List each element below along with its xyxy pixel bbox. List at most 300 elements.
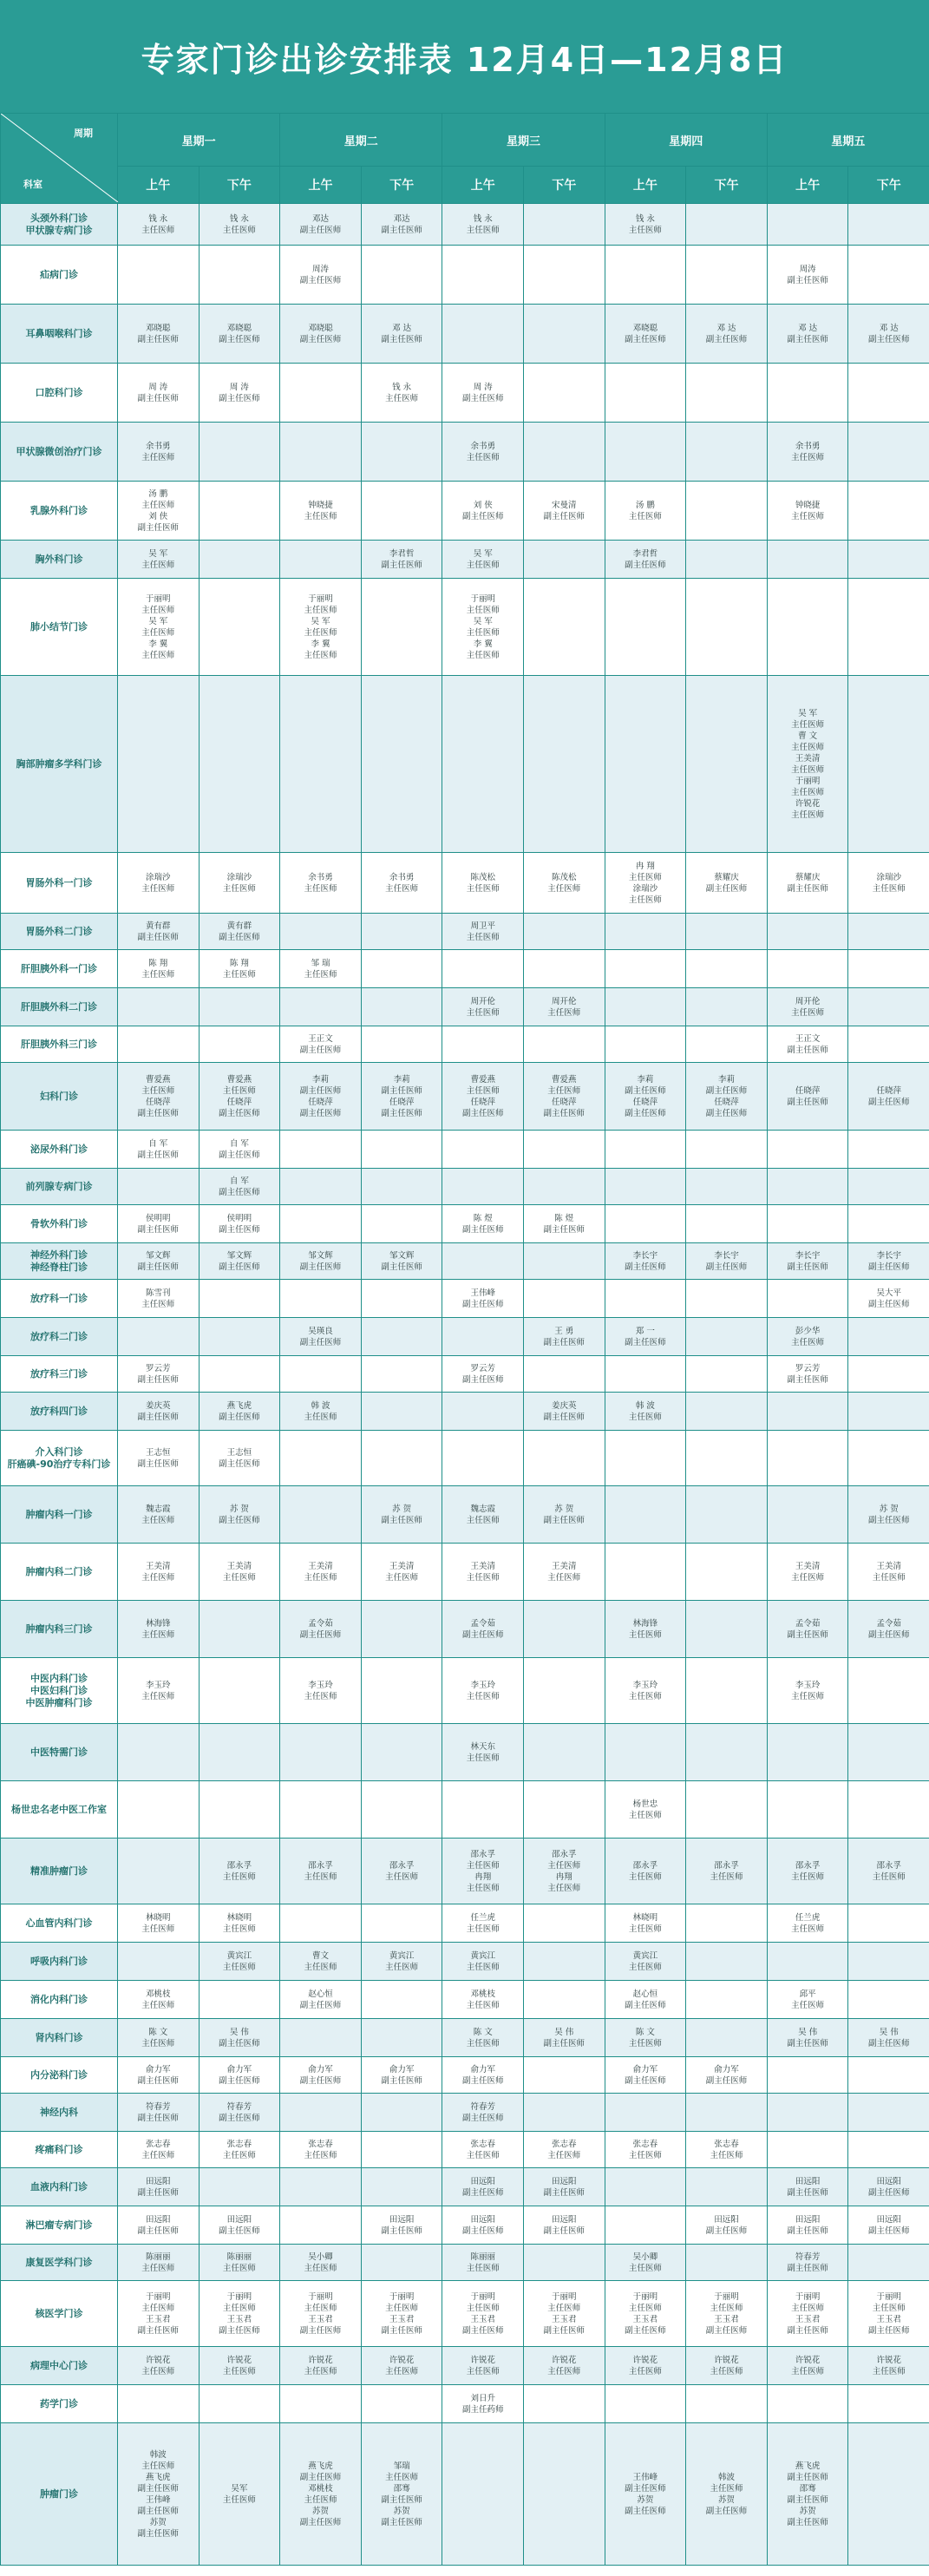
table-row [1, 2245, 929, 2281]
schedule-cell [605, 950, 686, 988]
schedule-cell: 吴 军 主任医师 [442, 541, 524, 579]
schedule-cell: 罗云芳 副主任医师 [118, 1356, 200, 1393]
schedule-cell [848, 950, 929, 988]
schedule-cell: 张志春 主任医师 [280, 2132, 362, 2168]
schedule-cell: 罗云芳 副主任医师 [767, 1356, 848, 1393]
schedule-cell: 王志恒 副主任医师 [199, 1431, 280, 1486]
schedule-cell: 冉 翔 主任医师 涂瑞沙 主任医师 [605, 853, 686, 914]
table-row [1, 853, 929, 914]
schedule-cell: 钱 永 主任医师 [118, 204, 200, 246]
schedule-cell [524, 1431, 605, 1486]
schedule-cell [524, 1658, 605, 1724]
schedule-cell: 张志春 主任医师 [118, 2132, 200, 2168]
schedule-cell: 田远阳 副主任医师 [361, 2206, 442, 2245]
am-header: 上午 [767, 167, 848, 204]
table-row [1, 988, 929, 1026]
schedule-cell [767, 579, 848, 676]
schedule-cell [361, 676, 442, 853]
schedule-cell: 田远阳 副主任医师 [848, 2168, 929, 2206]
table-row [1, 1431, 929, 1486]
schedule-cell [686, 541, 768, 579]
table-row [1, 1781, 929, 1839]
schedule-cell: 余书勇 主任医师 [118, 423, 200, 482]
schedule-cell [280, 2019, 362, 2057]
schedule-cell: 涂瑞沙 主任医师 [199, 853, 280, 914]
schedule-cell [767, 1280, 848, 1318]
schedule-cell [848, 1431, 929, 1486]
schedule-cell [686, 2245, 768, 2281]
schedule-cell: 陈 文 主任医师 [118, 2019, 200, 2057]
schedule-cell: 陈茂松 主任医师 [442, 853, 524, 914]
schedule-cell [605, 1169, 686, 1205]
schedule-cell: 符春芳 副主任医师 [442, 2094, 524, 2132]
schedule-cell: 邓晓聪 副主任医师 [118, 305, 200, 364]
schedule-cell [361, 246, 442, 305]
schedule-cell: 许锐花 主任医师 [848, 2347, 929, 2385]
schedule-cell [199, 988, 280, 1026]
schedule-cell [848, 364, 929, 423]
schedule-cell: 邓晓聪 副主任医师 [280, 305, 362, 364]
department-name: 疼痛科门诊 [1, 2132, 118, 2168]
department-name: 消化内科门诊 [1, 1981, 118, 2019]
table-row [1, 1205, 929, 1243]
table-row [1, 1318, 929, 1356]
schedule-cell: 曹文 主任医师 [280, 1943, 362, 1981]
schedule-cell [605, 2385, 686, 2423]
schedule-cell: 韩 波 主任医师 [280, 1393, 362, 1431]
schedule-cell [848, 1781, 929, 1839]
schedule-cell [524, 2245, 605, 2281]
schedule-cell [524, 579, 605, 676]
schedule-cell: 邵永孚 主任医师 [767, 1839, 848, 1904]
table-row [1, 305, 929, 364]
schedule-cell: 涂瑞沙 主任医师 [848, 853, 929, 914]
department-name: 肿瘤门诊 [1, 2423, 118, 2566]
schedule-cell: 田远阳 副主任医师 [686, 2206, 768, 2245]
schedule-cell [686, 2094, 768, 2132]
schedule-cell [361, 482, 442, 541]
schedule-cell [686, 1280, 768, 1318]
schedule-cell: 李长宇 副主任医师 [686, 1243, 768, 1280]
schedule-cell [199, 2168, 280, 2206]
schedule-cell [280, 364, 362, 423]
am-header: 上午 [280, 167, 362, 204]
schedule-cell [442, 305, 524, 364]
schedule-cell: 邓达 副主任医师 [280, 204, 362, 246]
schedule-cell [361, 2019, 442, 2057]
schedule-cell [442, 1431, 524, 1486]
schedule-cell: 田远阳 副主任医师 [767, 2168, 848, 2206]
schedule-cell: 周 涛 副主任医师 [442, 364, 524, 423]
schedule-cell [361, 2132, 442, 2168]
schedule-cell [767, 204, 848, 246]
schedule-cell [442, 950, 524, 988]
day-header: 星期五 [767, 114, 929, 167]
corner-dept-label: 科室 [23, 179, 43, 190]
schedule-cell: 黄有群 副主任医师 [199, 914, 280, 950]
schedule-cell [118, 1724, 200, 1781]
schedule-cell: 王伟峰 副主任医师 苏贺 副主任医师 [605, 2423, 686, 2566]
department-name: 肿瘤内科二门诊 [1, 1544, 118, 1601]
schedule-cell: 李玉玲 主任医师 [605, 1658, 686, 1724]
schedule-cell: 邓 达 副主任医师 [848, 305, 929, 364]
schedule-cell: 林海锋 主任医师 [118, 1601, 200, 1658]
schedule-cell: 许锐花 主任医师 [280, 2347, 362, 2385]
schedule-cell [280, 423, 362, 482]
schedule-cell: 王志恒 副主任医师 [118, 1431, 200, 1486]
schedule-cell [767, 1131, 848, 1169]
schedule-cell [767, 1943, 848, 1981]
schedule-cell [442, 1243, 524, 1280]
schedule-cell [524, 2423, 605, 2566]
schedule-cell: 李莉 副主任医师 任晓萍 副主任医师 [605, 1063, 686, 1131]
schedule-cell: 王美清 主任医师 [442, 1544, 524, 1601]
schedule-cell [686, 482, 768, 541]
schedule-cell [524, 204, 605, 246]
schedule-cell [605, 2094, 686, 2132]
schedule-cell [524, 246, 605, 305]
schedule-cell [848, 1943, 929, 1981]
schedule-cell: 苏 贺 副主任医师 [848, 1486, 929, 1544]
schedule-cell: 任晓萍 副主任医师 [848, 1063, 929, 1131]
schedule-cell: 韩 波 主任医师 [605, 1393, 686, 1431]
table-row [1, 1356, 929, 1393]
schedule-cell: 汤 鹏 主任医师 [605, 482, 686, 541]
schedule-cell: 陈 翔 主任医师 [199, 950, 280, 988]
table-row [1, 1601, 929, 1658]
schedule-cell [686, 914, 768, 950]
schedule-cell: 钱 永 主任医师 [442, 204, 524, 246]
table-row [1, 2019, 929, 2057]
schedule-cell [361, 1781, 442, 1839]
schedule-cell [361, 1205, 442, 1243]
schedule-cell [848, 1169, 929, 1205]
schedule-cell: 赵心恒 副主任医师 [605, 1981, 686, 2019]
schedule-cell: 余书勇 主任医师 [280, 853, 362, 914]
schedule-cell [686, 579, 768, 676]
schedule-cell: 罗云芳 副主任医师 [442, 1356, 524, 1393]
schedule-cell: 涂瑞沙 主任医师 [118, 853, 200, 914]
department-name: 口腔科门诊 [1, 364, 118, 423]
day-header: 星期一 [118, 114, 280, 167]
schedule-cell: 周涛 副主任医师 [280, 246, 362, 305]
schedule-cell [848, 676, 929, 853]
schedule-cell: 于丽明 主任医师 王玉君 副主任医师 [280, 2281, 362, 2347]
department-name: 前列腺专病门诊 [1, 1169, 118, 1205]
schedule-cell [442, 246, 524, 305]
schedule-cell: 王美清 主任医师 [848, 1544, 929, 1601]
schedule-cell [199, 1356, 280, 1393]
schedule-cell: 王正文 副主任医师 [767, 1026, 848, 1063]
table-row [1, 1544, 929, 1601]
schedule-cell [280, 1131, 362, 1169]
schedule-cell: 曹爱燕 主任医师 任晓萍 副主任医师 [524, 1063, 605, 1131]
schedule-cell [361, 579, 442, 676]
department-name: 淋巴瘤专病门诊 [1, 2206, 118, 2245]
table-row [1, 579, 929, 676]
schedule-cell [605, 1486, 686, 1544]
schedule-cell [686, 1724, 768, 1781]
schedule-cell: 王正文 副主任医师 [280, 1026, 362, 1063]
schedule-cell [361, 1431, 442, 1486]
schedule-cell [361, 1131, 442, 1169]
schedule-cell [199, 1724, 280, 1781]
schedule-cell [605, 988, 686, 1026]
schedule-cell: 李莉 副主任医师 任晓萍 副主任医师 [686, 1063, 768, 1131]
schedule-cell [686, 1943, 768, 1981]
schedule-cell [686, 950, 768, 988]
schedule-cell [280, 2094, 362, 2132]
table-row [1, 423, 929, 482]
schedule-cell [767, 914, 848, 950]
schedule-cell: 黄宾江 主任医师 [199, 1943, 280, 1981]
schedule-cell: 李玉玲 主任医师 [442, 1658, 524, 1724]
schedule-cell [524, 1280, 605, 1318]
schedule-cell [361, 1280, 442, 1318]
schedule-cell [605, 676, 686, 853]
schedule-cell [199, 1026, 280, 1063]
department-name: 肺小结节门诊 [1, 579, 118, 676]
schedule-cell: 周涛 副主任医师 [767, 246, 848, 305]
schedule-cell [686, 204, 768, 246]
schedule-cell [686, 1393, 768, 1431]
schedule-cell [361, 1393, 442, 1431]
schedule-cell: 任兰虎 主任医师 [442, 1904, 524, 1943]
department-name: 中医特需门诊 [1, 1724, 118, 1781]
schedule-cell: 于丽明 主任医师 王玉君 副主任医师 [442, 2281, 524, 2347]
schedule-cell: 邵永孚 主任医师 冉翔 主任医师 [442, 1839, 524, 1904]
schedule-cell [524, 1981, 605, 2019]
schedule-cell [524, 1243, 605, 1280]
schedule-cell [280, 2168, 362, 2206]
schedule-cell [118, 1026, 200, 1063]
diagonal-line [1, 114, 118, 202]
table-row [1, 2281, 929, 2347]
schedule-cell: 邱平 主任医师 [767, 1981, 848, 2019]
schedule-cell [605, 1724, 686, 1781]
schedule-cell [686, 1169, 768, 1205]
day-header: 星期三 [442, 114, 605, 167]
schedule-cell [605, 1026, 686, 1063]
schedule-cell: 于丽明 主任医师 吴 军 主任医师 李 翼 主任医师 [280, 579, 362, 676]
pm-header: 下午 [199, 167, 280, 204]
schedule-cell [605, 1280, 686, 1318]
table-row [1, 2347, 929, 2385]
table-row [1, 1026, 929, 1063]
department-name: 内分泌科门诊 [1, 2057, 118, 2094]
schedule-cell: 邵永孚 主任医师 [605, 1839, 686, 1904]
schedule-cell: 吴军 主任医师 [199, 2423, 280, 2566]
schedule-cell [848, 1318, 929, 1356]
schedule-cell: 许锐花 主任医师 [605, 2347, 686, 2385]
schedule-cell: 于丽明 主任医师 王玉君 副主任医师 [524, 2281, 605, 2347]
department-name: 肝胆胰外科一门诊 [1, 950, 118, 988]
schedule-cell [767, 1781, 848, 1839]
schedule-cell: 黄有群 副主任医师 [118, 914, 200, 950]
am-header: 上午 [442, 167, 524, 204]
schedule-cell [199, 1601, 280, 1658]
schedule-cell: 于丽明 主任医师 王玉君 副主任医师 [361, 2281, 442, 2347]
schedule-cell [361, 423, 442, 482]
schedule-cell: 王美清 主任医师 [280, 1544, 362, 1601]
schedule-cell [280, 676, 362, 853]
schedule-body [1, 204, 929, 2566]
schedule-cell [524, 1943, 605, 1981]
schedule-cell: 钱 永 主任医师 [605, 204, 686, 246]
table-row [1, 1658, 929, 1724]
schedule-cell [524, 541, 605, 579]
table-row [1, 2132, 929, 2168]
schedule-cell: 田远阳 副主任医师 [524, 2168, 605, 2206]
schedule-cell: 吴 军 主任医师 曹 文 主任医师 王美清 主任医师 于丽明 主任医师 许锐花 主任医师 [767, 676, 848, 853]
schedule-cell [280, 988, 362, 1026]
schedule-cell: 邹文辉 副主任医师 [199, 1243, 280, 1280]
schedule-cell [848, 1658, 929, 1724]
schedule-cell: 吴 伟 副主任医师 [524, 2019, 605, 2057]
schedule-cell: 钱 永 主任医师 [199, 204, 280, 246]
schedule-cell [280, 1431, 362, 1486]
schedule-cell [199, 1658, 280, 1724]
schedule-cell: 汤 鹏 主任医师 刘 侠 副主任医师 [118, 482, 200, 541]
department-name: 胸外科门诊 [1, 541, 118, 579]
schedule-cell [524, 1026, 605, 1063]
schedule-cell: 李长宇 副主任医师 [605, 1243, 686, 1280]
schedule-cell [199, 246, 280, 305]
schedule-cell [199, 1280, 280, 1318]
schedule-cell [848, 2385, 929, 2423]
table-row [1, 364, 929, 423]
schedule-cell: 林海锋 主任医师 [605, 1601, 686, 1658]
schedule-cell [524, 423, 605, 482]
schedule-cell [361, 914, 442, 950]
schedule-cell: 余书勇 主任医师 [361, 853, 442, 914]
schedule-cell: 邓 达 副主任医师 [767, 305, 848, 364]
schedule-cell [280, 1486, 362, 1544]
schedule-cell [686, 1205, 768, 1243]
schedule-cell: 李莉 副主任医师 任晓萍 副主任医师 [280, 1063, 362, 1131]
schedule-cell: 周 涛 副主任医师 [199, 364, 280, 423]
schedule-cell [361, 1318, 442, 1356]
schedule-cell [118, 1781, 200, 1839]
schedule-cell [118, 2385, 200, 2423]
department-name: 肿瘤内科一门诊 [1, 1486, 118, 1544]
schedule-cell [442, 2423, 524, 2566]
department-name: 呼吸内科门诊 [1, 1943, 118, 1981]
schedule-cell [605, 423, 686, 482]
corner-period-label: 周期 [74, 128, 93, 139]
schedule-cell: 魏志霞 主任医师 [442, 1486, 524, 1544]
schedule-cell [686, 676, 768, 853]
schedule-cell [686, 1904, 768, 1943]
schedule-cell: 邵永孚 主任医师 [280, 1839, 362, 1904]
schedule-cell: 刘 侠 副主任医师 [442, 482, 524, 541]
schedule-cell: 燕飞虎 副主任医师 邵骞 副主任医师 苏贺 副主任医师 [767, 2423, 848, 2566]
schedule-cell [848, 914, 929, 950]
schedule-cell: 符春芳 副主任医师 [199, 2094, 280, 2132]
schedule-table [0, 113, 929, 2566]
schedule-cell [767, 1169, 848, 1205]
schedule-cell [686, 246, 768, 305]
schedule-cell: 任兰虎 主任医师 [767, 1904, 848, 1943]
schedule-cell [361, 950, 442, 988]
schedule-cell: 林天东 主任医师 [442, 1724, 524, 1781]
schedule-cell: 陈丽丽 主任医师 [442, 2245, 524, 2281]
schedule-cell [524, 2385, 605, 2423]
schedule-cell [118, 1943, 200, 1981]
schedule-cell [767, 1205, 848, 1243]
table-row [1, 950, 929, 988]
schedule-cell [605, 364, 686, 423]
schedule-cell: 郑 一 副主任医师 [605, 1318, 686, 1356]
schedule-cell [767, 950, 848, 988]
schedule-cell [848, 2132, 929, 2168]
schedule-cell: 于丽明 主任医师 吴 军 主任医师 李 翼 主任医师 [118, 579, 200, 676]
schedule-cell: 张志春 主任医师 [605, 2132, 686, 2168]
schedule-cell [118, 1318, 200, 1356]
schedule-cell [686, 1131, 768, 1169]
table-row [1, 204, 929, 246]
day-header: 星期四 [605, 114, 767, 167]
schedule-cell [767, 2057, 848, 2094]
table-row [1, 1981, 929, 2019]
schedule-cell [848, 2094, 929, 2132]
schedule-cell: 张志春 主任医师 [686, 2132, 768, 2168]
schedule-cell: 吴 军 主任医师 [118, 541, 200, 579]
schedule-cell: 李君哲 副主任医师 [605, 541, 686, 579]
schedule-cell: 邵永孚 主任医师 [848, 1839, 929, 1904]
schedule-cell: 俞力军 副主任医师 [361, 2057, 442, 2094]
schedule-cell [848, 2245, 929, 2281]
schedule-cell [118, 988, 200, 1026]
schedule-cell: 钱 永 主任医师 [361, 364, 442, 423]
schedule-cell: 邓 达 副主任医师 [686, 305, 768, 364]
pm-header: 下午 [361, 167, 442, 204]
department-name: 介入科门诊 肝癌碘-90治疗专科门诊 [1, 1431, 118, 1486]
department-name: 耳鼻咽喉科门诊 [1, 305, 118, 364]
schedule-cell: 张志春 主任医师 [199, 2132, 280, 2168]
schedule-cell [442, 1169, 524, 1205]
schedule-cell [199, 1781, 280, 1839]
table-row [1, 1904, 929, 1943]
table-row [1, 2423, 929, 2566]
schedule-cell [686, 2168, 768, 2206]
schedule-cell: 于丽明 主任医师 王玉君 副主任医师 [199, 2281, 280, 2347]
table-row [1, 2094, 929, 2132]
table-row [1, 1131, 929, 1169]
schedule-cell: 于丽明 主任医师 王玉君 副主任医师 [118, 2281, 200, 2347]
schedule-cell [280, 2385, 362, 2423]
schedule-cell [280, 1724, 362, 1781]
schedule-cell: 苏 贺 副主任医师 [361, 1486, 442, 1544]
schedule-cell: 周开伦 主任医师 [767, 988, 848, 1026]
schedule-cell: 蔡耀庆 副主任医师 [686, 853, 768, 914]
schedule-cell [199, 1981, 280, 2019]
schedule-cell: 李玉玲 主任医师 [118, 1658, 200, 1724]
schedule-cell: 俞力军 副主任医师 [605, 2057, 686, 2094]
schedule-cell [686, 364, 768, 423]
schedule-cell [524, 1356, 605, 1393]
schedule-cell: 俞力军 副主任医师 [199, 2057, 280, 2094]
schedule-cell [361, 1356, 442, 1393]
schedule-cell [361, 1724, 442, 1781]
department-name: 放疗科三门诊 [1, 1356, 118, 1393]
schedule-cell [280, 1356, 362, 1393]
schedule-cell [199, 579, 280, 676]
schedule-cell [848, 1131, 929, 1169]
table-row [1, 1169, 929, 1205]
schedule-cell [686, 2385, 768, 2423]
schedule-cell: 田远阳 副主任医师 [442, 2206, 524, 2245]
